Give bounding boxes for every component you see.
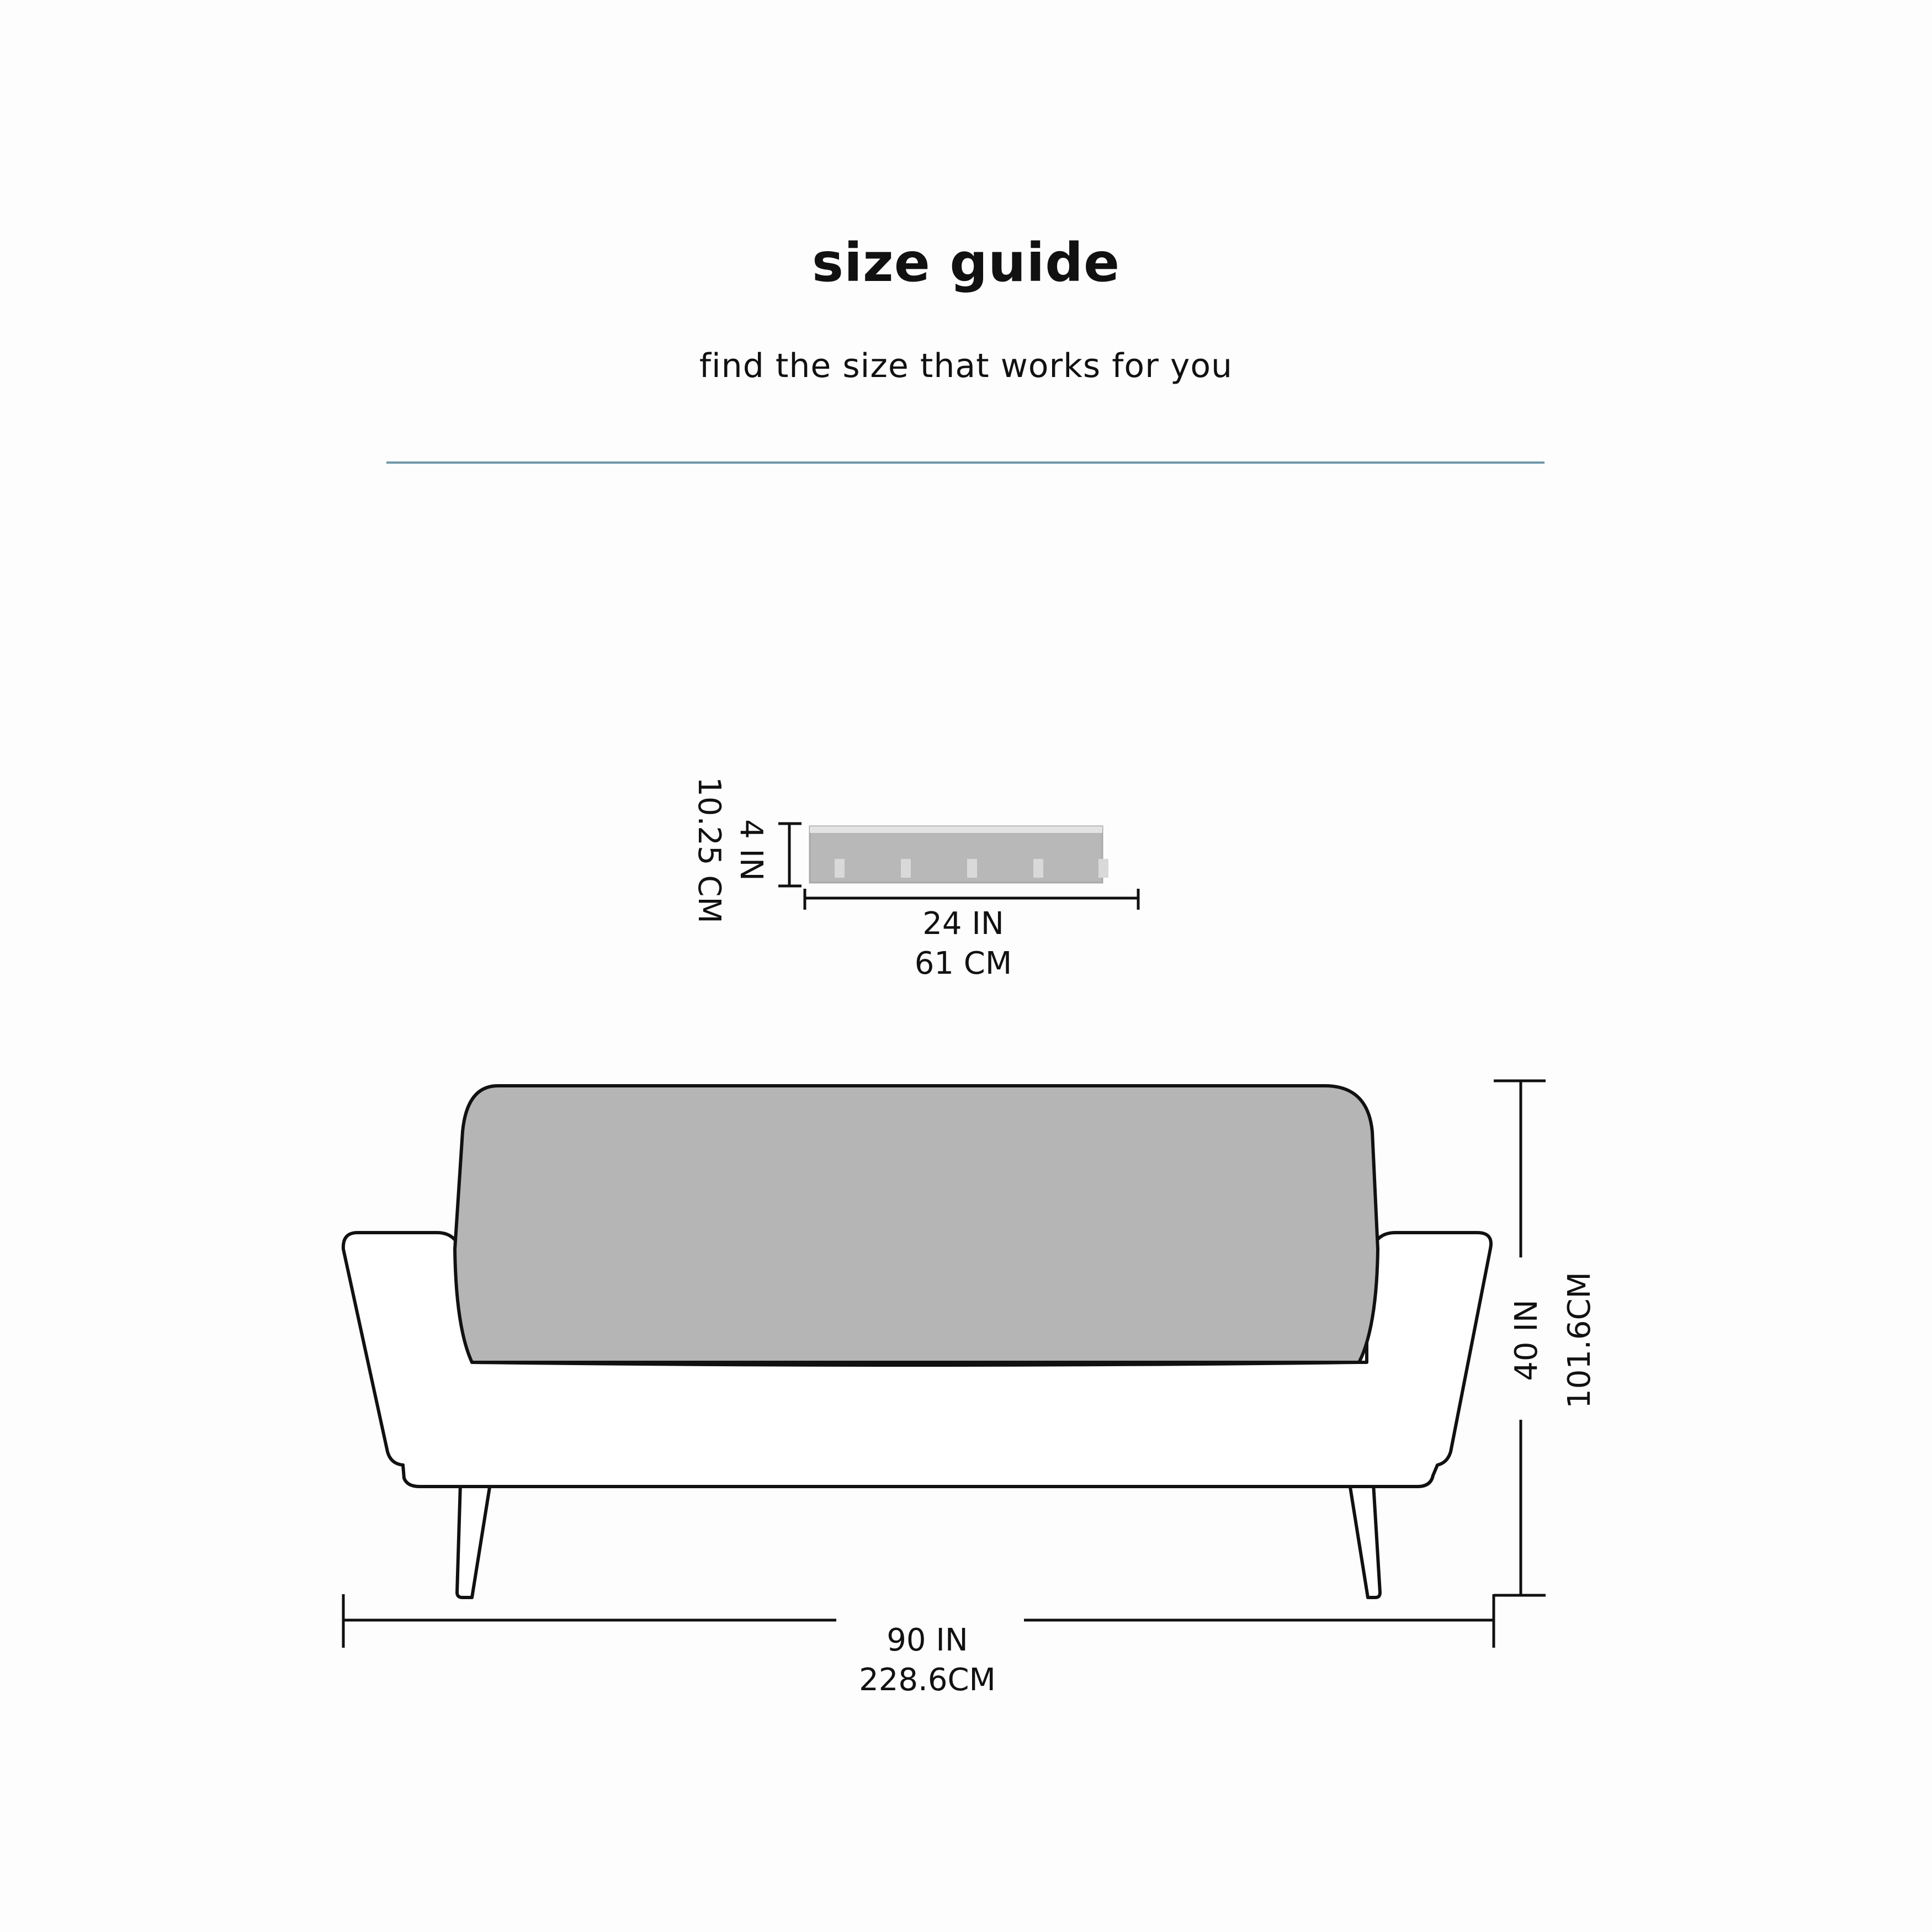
sofa-height-cm-label: 101.6CM bbox=[1562, 1272, 1597, 1409]
cushion-width-in-label: 24 IN bbox=[922, 906, 1004, 942]
cushion-body bbox=[810, 826, 1102, 883]
cushion-button bbox=[901, 859, 911, 878]
sofa-width-cm-label: 228.6CM bbox=[859, 1662, 996, 1698]
cushion-illustration bbox=[810, 826, 1108, 883]
sofa-left-leg bbox=[457, 1484, 490, 1597]
cushion-button bbox=[1033, 859, 1043, 878]
sofa-illustration bbox=[343, 1086, 1491, 1597]
page-subtitle: find the size that works for you bbox=[699, 347, 1233, 385]
sofa-width-in-label: 90 IN bbox=[887, 1622, 968, 1658]
cushion-button bbox=[1098, 859, 1108, 878]
cushion-top-edge bbox=[810, 826, 1102, 833]
cushion-height-cm-label: 10.25 CM bbox=[691, 777, 727, 923]
sofa-backrest bbox=[455, 1086, 1378, 1362]
cushion-button bbox=[835, 859, 845, 878]
page-title: size guide bbox=[811, 232, 1121, 294]
cushion-button bbox=[967, 859, 977, 878]
cushion-height-in-label: 4 IN bbox=[733, 819, 769, 881]
cushion-width-cm-label: 61 CM bbox=[914, 946, 1012, 981]
sofa-right-leg bbox=[1350, 1484, 1380, 1597]
sofa-height-in-label: 40 IN bbox=[1509, 1299, 1544, 1381]
cushion-height-dimension bbox=[778, 824, 802, 886]
